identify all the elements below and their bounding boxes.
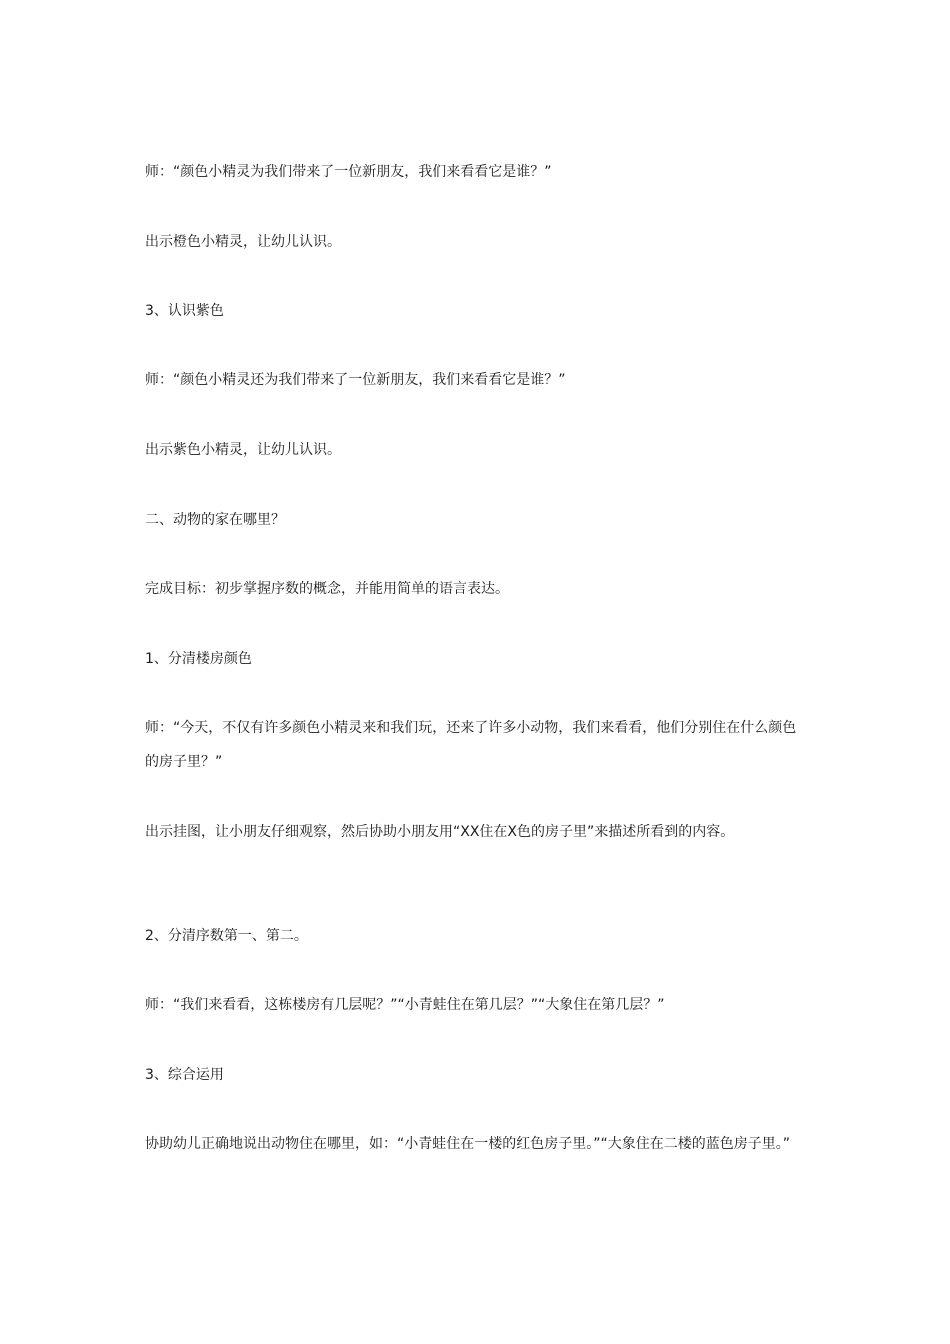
paragraph-show-purple: 出示紫色小精灵，让幼儿认识。 [145,442,341,458]
paragraph-teacher-orange-intro: 师：“颜色小精灵为我们带来了一位新朋友，我们来看看它是谁？” [145,164,552,180]
paragraph-help-children: 协助幼儿正确地说出动物住在哪里，如：“小青蛙住在一楼的红色房子里。”“大象住在二楼的蓝色房子里。” [145,1136,791,1152]
paragraph-goal: 完成目标：初步掌握序数的概念，并能用简单的语言表达。 [145,581,509,597]
heading-ordinals: 2、分清序数第一、第二。 [145,928,308,944]
paragraph-teacher-floors: 师：“我们来看看，这栋楼房有几层呢？”“小青蛙住在第几层？”“大象住在第几层？” [145,997,665,1013]
section-heading-animal-home: 二、动物的家在哪里？ [145,512,285,528]
paragraph-teacher-animals: 师：“今天，不仅有许多颜色小精灵来和我们玩，还来了许多小动物，我们来看看，他们分别住在什么颜色的房子里？” [145,720,797,770]
heading-building-colors: 1、分清楼房颜色 [145,651,252,667]
heading-combined-use: 3、综合运用 [145,1067,224,1083]
paragraph-show-orange: 出示橙色小精灵，让幼儿认识。 [145,234,341,250]
heading-learn-purple: 3、认识紫色 [145,303,224,319]
paragraph-teacher-purple-intro: 师：“颜色小精灵还为我们带来了一位新朋友，我们来看看它是谁？” [145,372,566,388]
paragraph-show-poster: 出示挂图，让小朋友仔细观察，然后协助小朋友用“XX住在X色的房子里”来描述所看到的内容。 [145,824,735,840]
